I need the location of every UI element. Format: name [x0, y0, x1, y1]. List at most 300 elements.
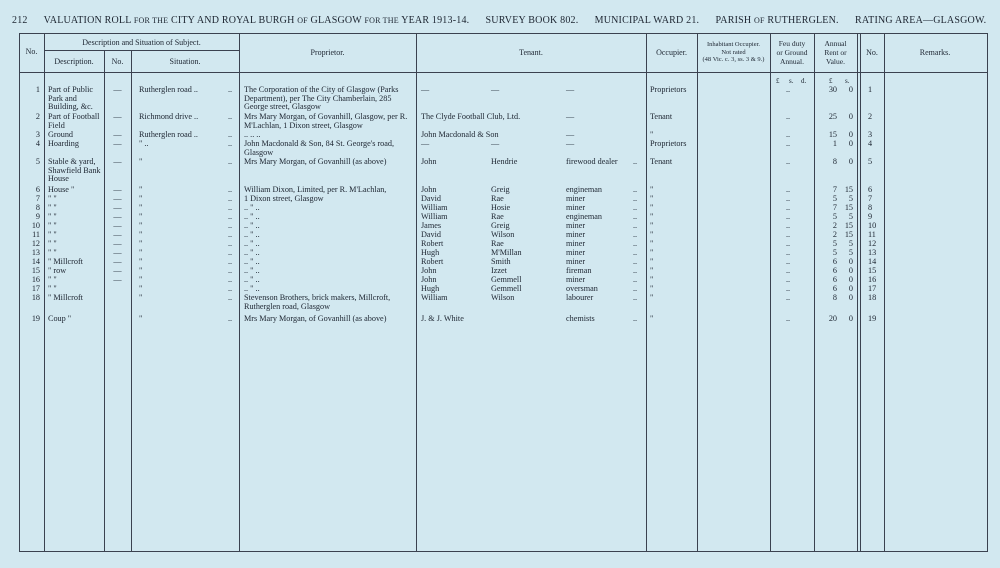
row-situation: " [139, 203, 143, 212]
row-tenant-occupation: chemists [566, 314, 595, 323]
row-situation-dots: .. [228, 157, 233, 166]
row-situation-dots: .. [228, 266, 233, 275]
col-header-situation: Situation. [169, 57, 201, 66]
row-no: 15 [31, 266, 40, 275]
row-rent-pounds: 20 [828, 314, 837, 323]
row-proprietor: William Dixon, Limited, per R. M'Lachlan, [244, 185, 387, 194]
row-rent-shillings: 0 [848, 266, 853, 275]
row-sub-no: — [113, 266, 122, 275]
row-rent-pounds: 25 [828, 112, 837, 121]
row-no-right: 4 [868, 139, 873, 148]
row-feu-duty: .. [786, 112, 791, 121]
row-tenant-occupation: miner [566, 248, 586, 257]
col-header-desc-group: Description and Situation of Subject. [82, 38, 201, 47]
row-description: Part of Football Field [48, 112, 100, 130]
row-tenant-name: — [421, 85, 430, 94]
row-situation-dots: .. [228, 257, 233, 266]
col-header-no: No. [25, 47, 38, 56]
row-no-right: 14 [868, 257, 877, 266]
col-header-occupier: Occupier. [656, 48, 687, 57]
row-no: 12 [31, 239, 40, 248]
col-rule [416, 33, 417, 551]
row-tenant-dots: .. [633, 239, 638, 248]
row-tenant-name: John [421, 275, 437, 284]
row-proprietor: 1 Dixon street, Glasgow [244, 194, 324, 203]
row-occupier: " [650, 275, 654, 284]
row-rent-pounds: 5 [832, 239, 837, 248]
col-header-feu: Feu duty or Ground Annual. [776, 39, 808, 66]
row-proprietor: The Corporation of the City of Glasgow (Parks Department), per The City Chamberlain, 285 George street, Glasgow [244, 85, 399, 112]
row-rent-shillings: 0 [848, 314, 853, 323]
row-rent-pounds: 2 [832, 230, 837, 239]
row-tenant-name: John [421, 185, 437, 194]
row-no: 4 [35, 139, 40, 148]
row-tenant-dots: .. [633, 284, 638, 293]
row-situation: " [139, 257, 143, 266]
row-sub-no: — [113, 194, 122, 203]
col-rule [814, 33, 815, 551]
col-rule [44, 33, 45, 551]
row-situation-dots: .. [228, 275, 233, 284]
row-no-right: 2 [868, 112, 873, 121]
row-rent-pounds: 15 [828, 130, 837, 139]
row-no-right: 8 [868, 203, 873, 212]
row-sub-no: — [113, 203, 122, 212]
row-no: 19 [31, 314, 40, 323]
row-proprietor: Stevenson Brothers, brick makers, Millcroft, Rutherglen road, Glasgow [244, 293, 391, 311]
row-tenant-occupation: — [566, 130, 575, 139]
row-no-right: 1 [868, 85, 873, 94]
row-tenant-occupation: miner [566, 203, 586, 212]
row-tenant-occupation: miner [566, 194, 586, 203]
row-description: " " [48, 212, 57, 221]
row-tenant-occupation: miner [566, 275, 586, 284]
row-tenant-surname: Rae [491, 194, 504, 203]
row-sub-no: — [113, 139, 122, 148]
row-no: 18 [31, 293, 40, 302]
row-rent-pounds: 8 [832, 293, 837, 302]
row-tenant-name: David [421, 230, 442, 239]
row-feu-duty: .. [786, 194, 791, 203]
row-situation: Rutherglen road .. [139, 85, 198, 94]
header-rule [19, 72, 987, 73]
row-sub-no: — [113, 112, 122, 121]
row-feu-duty: .. [786, 248, 791, 257]
row-situation: " [139, 212, 143, 221]
row-occupier: " [650, 284, 654, 293]
row-rent-shillings: 0 [848, 130, 853, 139]
row-proprietor: .. " .. [244, 275, 260, 284]
row-rent-pounds: 5 [832, 212, 837, 221]
row-no-right: 3 [868, 130, 873, 139]
row-proprietor: .. " .. [244, 230, 260, 239]
col-rule [857, 33, 858, 551]
row-tenant-surname: Rae [491, 212, 504, 221]
row-tenant-surname: Wilson [491, 293, 515, 302]
row-description: Hoarding [48, 139, 79, 148]
row-rent-shillings: 5 [848, 212, 853, 221]
page-number: 212 [12, 15, 28, 26]
row-no-right: 15 [868, 266, 877, 275]
row-occupier: Tenant [650, 112, 673, 121]
subheader-rule [44, 50, 239, 51]
row-situation-dots: .. [228, 112, 233, 121]
row-tenant-surname: Wilson [491, 230, 515, 239]
col-header-rent: Annual Rent or Value. [824, 39, 847, 66]
row-description: " " [48, 284, 57, 293]
municipal-ward: MUNICIPAL WARD 21. [594, 15, 700, 26]
col-rule [697, 33, 698, 551]
row-rent-pounds: 7 [832, 185, 837, 194]
row-situation-dots: .. [228, 139, 233, 148]
row-occupier: " [650, 230, 654, 239]
row-sub-no: — [113, 185, 122, 194]
row-rent-shillings: 0 [848, 139, 853, 148]
row-situation: " [139, 194, 143, 203]
row-rent-shillings: 5 [848, 194, 853, 203]
row-tenant-occupation: — [566, 85, 575, 94]
row-tenant-occupation: miner [566, 239, 586, 248]
row-tenant-name: William [421, 203, 448, 212]
row-rent-shillings: 15 [844, 230, 853, 239]
row-no: 8 [35, 203, 40, 212]
row-feu-duty: .. [786, 203, 791, 212]
row-occupier: Proprietors [650, 139, 687, 148]
row-no-right: 13 [868, 248, 877, 257]
row-no: 16 [31, 275, 40, 284]
row-situation: " [139, 157, 143, 166]
row-feu-duty: .. [786, 314, 791, 323]
row-occupier: " [650, 314, 654, 323]
row-rent-pounds: 6 [832, 275, 837, 284]
row-tenant-dots: .. [633, 266, 638, 275]
row-tenant-surname: Gemmell [491, 284, 522, 293]
row-occupier: " [650, 239, 654, 248]
row-description: " Millcroft [48, 257, 83, 266]
row-occupier: " [650, 248, 654, 257]
row-situation: Rutherglen road .. [139, 130, 198, 139]
row-situation-dots: .. [228, 248, 233, 257]
row-situation: " [139, 230, 143, 239]
row-proprietor: .. " .. [244, 266, 260, 275]
row-no-right: 6 [868, 185, 873, 194]
row-no: 9 [35, 212, 40, 221]
col-header-sub-no: No. [111, 57, 124, 66]
row-tenant-surname: Rae [491, 239, 504, 248]
col-rule [131, 50, 132, 551]
col-rule [239, 33, 240, 551]
rating-area: RATING AREA—GLASGOW. [854, 15, 987, 26]
row-no: 6 [35, 185, 40, 194]
col-header-tenant: Tenant. [519, 48, 543, 57]
row-situation: " [139, 239, 143, 248]
row-feu-duty: .. [786, 185, 791, 194]
row-rent-shillings: 0 [848, 275, 853, 284]
row-proprietor: .. " .. [244, 203, 260, 212]
row-rent-shillings: 15 [844, 203, 853, 212]
row-tenant-dots: .. [633, 314, 638, 323]
row-rent-shillings: 0 [848, 85, 853, 94]
row-no: 5 [35, 157, 40, 166]
row-situation: Richmond drive .. [139, 112, 199, 121]
valuation-roll-page: 212 VALUATION ROLL FOR THE CITY AND ROYAL BURGH OF GLASGOW FOR THE YEAR 1913-14. SURVEY BOOK 802. MUNICIPAL WARD 21. PARISH OF RUTHERGLEN. RATING AREA—GLASGOW. No. Description and Situation of Subject. Description. No. Situation. Proprietor. Tenant. Occupier. Inhabitant Occupier. Not rated (48 Vic. c. 3, ss. 3 & 9.) Feu duty or Ground Annual. Annual Rent or Value. No. Remarks. £ s. d. £ s. 1 Part of Public Park and Building, &c. — Rutherglen road .. .. The Corporation of the City of Glasgow (Parks Department), per The City Chamberlain, 285 George street, Glasgow — — — Proprietors .. 30 0 1 2 Part of Football Field — Richmond drive .. .. Mrs Mary Morgan, of Govanhill, Glasgow, per R. M'Lachlan, 1 Dixon street, Glasgow The Clyde Football Club, Ltd. — Tenant .. 25 0 2 3 Ground — Rutherglen road .. .. .. .. .. John Macdonald & Son — " .. 15 0 3 4 Hoarding — " .. .. John Macdonald & Son, 84 St. George's road, Glasgow — — — Proprietors .. 1 0 4 5 Stable & yard, Shawfield Bank House — " .. Mrs Mary Morgan, of Govanhill (as above) John Hendrie firewood dealer .. Tenant .. 8 0 5 6 House " — " .. William Dixon, Limited, per R. M'Lachlan, John Greig engineman .. " .. 7 15 6 7 " " — " .. 1 Dixon street, Glasgow David Rae miner .. " .. 5 5 7 8 " " — " .. .. " .. William Hosie miner .. " .. 7 15 8 9 " " — " .. .. " .. William Rae engineman .. " .. 5 5 9 10 " " — " .. .. " .. James Greig miner .. " .. 2 15 10 11 " " — " .. .. " .. David Wilson miner .. " .. 2 15 11 12 " " — " .. .. " .. Robert Rae miner .. " .. 5 5 12 13 " " — " .. .. " .. Hugh M'Millan miner .. " .. 5 5 13 14 " Millcroft — " .. .. " .. Robert Smith miner .. " .. 6 0 14 15 " row — " .. .. " .. John Izzet fireman .. " .. 6 0 15 16 " " — " .. .. " .. John Gemmell miner .. " .. 6 0 16 17 " " " .. .. " .. Hugh Gemmell oversman .. " .. 6 0 17 18 " Millcroft " .. Stevenson Brothers, brick makers, Millcroft, Rutherglen road, Glasgow William Wilson labourer .. " .. 8 0 18 19 Coup " " .. Mrs Mary Morgan, of Govanhill (as above) J. & J. White chemists .. " .. 20 0 19 [0, 0, 1000, 568]
row-situation-dots: .. [228, 194, 233, 203]
row-proprietor: Mrs Mary Morgan, of Govanhill (as above) [244, 157, 387, 166]
row-tenant-name: David [421, 194, 442, 203]
row-rent-pounds: 6 [832, 266, 837, 275]
row-tenant-dots: .. [633, 293, 638, 302]
row-sub-no: — [113, 275, 122, 284]
row-situation-dots: .. [228, 293, 233, 302]
row-tenant-name: William [421, 212, 448, 221]
row-tenant-surname: Smith [491, 257, 511, 266]
row-no: 2 [35, 112, 40, 121]
row-feu-duty: .. [786, 85, 791, 94]
row-no-right: 7 [868, 194, 873, 203]
col-header-description: Description. [54, 57, 94, 66]
row-proprietor: .. " .. [244, 248, 260, 257]
row-tenant-surname: Greig [491, 185, 510, 194]
row-description: Coup " [48, 314, 72, 323]
row-description: " " [48, 248, 57, 257]
row-occupier: " [650, 266, 654, 275]
row-tenant-occupation: fireman [566, 266, 592, 275]
row-occupier: " [650, 130, 654, 139]
row-occupier: " [650, 293, 654, 302]
row-tenant-name: — [421, 139, 430, 148]
row-tenant-occupation: firewood dealer [566, 157, 618, 166]
row-no-right: 12 [868, 239, 877, 248]
row-tenant-occupation: miner [566, 221, 586, 230]
col-rule [104, 50, 105, 551]
row-no-right: 10 [868, 221, 877, 230]
row-tenant-name: William [421, 293, 448, 302]
row-tenant-name: Hugh [421, 248, 440, 257]
row-tenant-dots: .. [633, 275, 638, 284]
row-feu-duty: .. [786, 212, 791, 221]
row-description: " Millcroft [48, 293, 83, 302]
row-tenant-surname: Gemmell [491, 275, 522, 284]
row-feu-duty: .. [786, 157, 791, 166]
row-sub-no: — [113, 230, 122, 239]
row-tenant-name: The Clyde Football Club, Ltd. [421, 112, 521, 121]
row-sub-no: — [113, 257, 122, 266]
row-sub-no: — [113, 239, 122, 248]
row-proprietor: Mrs Mary Morgan, of Govanhill (as above) [244, 314, 387, 323]
col-rule [860, 33, 861, 551]
row-tenant-dots: .. [633, 212, 638, 221]
row-tenant-dots: .. [633, 203, 638, 212]
row-situation: " [139, 266, 143, 275]
row-rent-shillings: 0 [848, 112, 853, 121]
row-occupier: " [650, 221, 654, 230]
row-description: Stable & yard, Shawfield Bank House [48, 157, 101, 184]
row-rent-shillings: 15 [844, 221, 853, 230]
row-feu-duty: .. [786, 284, 791, 293]
col-rule [770, 33, 771, 551]
row-no: 14 [31, 257, 40, 266]
row-rent-pounds: 6 [832, 284, 837, 293]
row-rent-shillings: 5 [848, 248, 853, 257]
row-situation: " [139, 185, 143, 194]
row-proprietor: .. " .. [244, 284, 260, 293]
row-no-right: 16 [868, 275, 877, 284]
col-header-inhabitant: Inhabitant Occupier. Not rated (48 Vic. c. 3, ss. 3 & 9.) [702, 41, 765, 63]
col-rule [646, 33, 647, 551]
row-description: " " [48, 230, 57, 239]
row-tenant-name: Robert [421, 257, 444, 266]
row-tenant-name: J. & J. White [421, 314, 464, 323]
row-tenant-occupation: miner [566, 230, 586, 239]
row-situation-dots: .. [228, 185, 233, 194]
row-tenant-occupation: miner [566, 257, 586, 266]
col-header-proprietor: Proprietor. [310, 48, 345, 57]
row-tenant-occupation: oversman [566, 284, 598, 293]
row-tenant-name: John [421, 157, 437, 166]
row-tenant-name: John [421, 266, 437, 275]
row-tenant-dots: .. [633, 185, 638, 194]
row-tenant-name: John Macdonald & Son [421, 130, 499, 139]
row-tenant-dots: .. [633, 194, 638, 203]
row-tenant-surname: — [491, 139, 500, 148]
row-no: 13 [31, 248, 40, 257]
row-tenant-dots: .. [633, 157, 638, 166]
row-tenant-dots: .. [633, 257, 638, 266]
row-situation: " [139, 314, 143, 323]
row-description: " " [48, 194, 57, 203]
row-sub-no: — [113, 85, 122, 94]
row-situation-dots: .. [228, 314, 233, 323]
row-occupier: " [650, 257, 654, 266]
row-situation: " [139, 248, 143, 257]
row-feu-duty: .. [786, 293, 791, 302]
row-situation-dots: .. [228, 221, 233, 230]
survey-book: SURVEY BOOK 802. [485, 15, 579, 26]
row-description: " " [48, 275, 57, 284]
row-situation: " [139, 284, 143, 293]
row-rent-pounds: 2 [832, 221, 837, 230]
row-proprietor: .. .. .. [244, 130, 261, 139]
row-situation: " .. [139, 139, 149, 148]
row-rent-pounds: 6 [832, 257, 837, 266]
row-rent-shillings: 0 [848, 293, 853, 302]
row-rent-pounds: 1 [832, 139, 837, 148]
row-proprietor: Mrs Mary Morgan, of Govanhill, Glasgow, per R. M'Lachlan, 1 Dixon street, Glasgow [244, 112, 408, 130]
row-situation: " [139, 275, 143, 284]
row-situation-dots: .. [228, 130, 233, 139]
row-feu-duty: .. [786, 130, 791, 139]
row-occupier: Tenant [650, 157, 673, 166]
row-rent-shillings: 0 [848, 157, 853, 166]
row-rent-pounds: 8 [832, 157, 837, 166]
row-tenant-surname: Greig [491, 221, 510, 230]
row-occupier: " [650, 203, 654, 212]
row-sub-no: — [113, 212, 122, 221]
row-tenant-surname: Hendrie [491, 157, 518, 166]
row-description: " " [48, 221, 57, 230]
row-tenant-occupation: — [566, 139, 575, 148]
row-proprietor: .. " .. [244, 212, 260, 221]
row-tenant-dots: .. [633, 230, 638, 239]
row-no: 17 [31, 284, 40, 293]
row-rent-pounds: 5 [832, 248, 837, 257]
row-description: Ground [48, 130, 74, 139]
row-situation: " [139, 293, 143, 302]
row-feu-duty: .. [786, 221, 791, 230]
row-tenant-occupation: — [566, 112, 575, 121]
row-no-right: 18 [868, 293, 877, 302]
row-proprietor: John Macdonald & Son, 84 St. George's road, Glasgow [244, 139, 395, 157]
row-no-right: 11 [868, 230, 876, 239]
row-sub-no: — [113, 130, 122, 139]
row-rent-shillings: 0 [848, 257, 853, 266]
row-no: 3 [35, 130, 40, 139]
row-no-right: 19 [868, 314, 877, 323]
row-feu-duty: .. [786, 139, 791, 148]
row-situation: " [139, 221, 143, 230]
row-tenant-surname: — [491, 85, 500, 94]
row-rent-pounds: 7 [832, 203, 837, 212]
row-feu-duty: .. [786, 257, 791, 266]
row-occupier: Proprietors [650, 85, 687, 94]
row-situation-dots: .. [228, 212, 233, 221]
row-feu-duty: .. [786, 230, 791, 239]
row-rent-pounds: 5 [832, 194, 837, 203]
row-tenant-name: Hugh [421, 284, 440, 293]
row-rent-shillings: 0 [848, 284, 853, 293]
row-sub-no: — [113, 221, 122, 230]
row-situation-dots: .. [228, 239, 233, 248]
row-occupier: " [650, 194, 654, 203]
row-rent-shillings: 5 [848, 239, 853, 248]
row-feu-duty: .. [786, 275, 791, 284]
row-no: 11 [32, 230, 40, 239]
row-occupier: " [650, 185, 654, 194]
row-no-right: 5 [868, 157, 873, 166]
row-no-right: 17 [868, 284, 877, 293]
row-tenant-surname: Hosie [491, 203, 511, 212]
page-header [12, 15, 988, 26]
row-no: 10 [31, 221, 40, 230]
row-description: " row [48, 266, 67, 275]
row-tenant-surname: Izzet [491, 266, 507, 275]
row-rent-pounds: 30 [828, 85, 837, 94]
row-occupier: " [650, 212, 654, 221]
col-header-no2: No. [866, 48, 878, 57]
row-proprietor: .. " .. [244, 221, 260, 230]
row-sub-no: — [113, 248, 122, 257]
row-sub-no: — [113, 157, 122, 166]
row-tenant-name: James [421, 221, 442, 230]
row-proprietor: .. " .. [244, 257, 260, 266]
row-no-right: 9 [868, 212, 873, 221]
row-description: Part of Public Park and Building, &c. [48, 85, 94, 112]
parish: PARISH OF RUTHERGLEN. [715, 15, 839, 26]
row-situation-dots: .. [228, 230, 233, 239]
row-situation-dots: .. [228, 203, 233, 212]
row-tenant-surname: M'Millan [491, 248, 522, 257]
row-situation-dots: .. [228, 284, 233, 293]
row-tenant-occupation: engineman [566, 185, 602, 194]
row-description: " " [48, 239, 57, 248]
row-description: " " [48, 203, 57, 212]
row-tenant-occupation: engineman [566, 212, 602, 221]
row-no: 7 [35, 194, 40, 203]
row-tenant-dots: .. [633, 221, 638, 230]
row-proprietor: .. " .. [244, 239, 260, 248]
row-no: 1 [35, 85, 40, 94]
title: VALUATION ROLL FOR THE CITY AND ROYAL BURGH OF GLASGOW FOR THE YEAR 1913-14. [43, 15, 470, 26]
